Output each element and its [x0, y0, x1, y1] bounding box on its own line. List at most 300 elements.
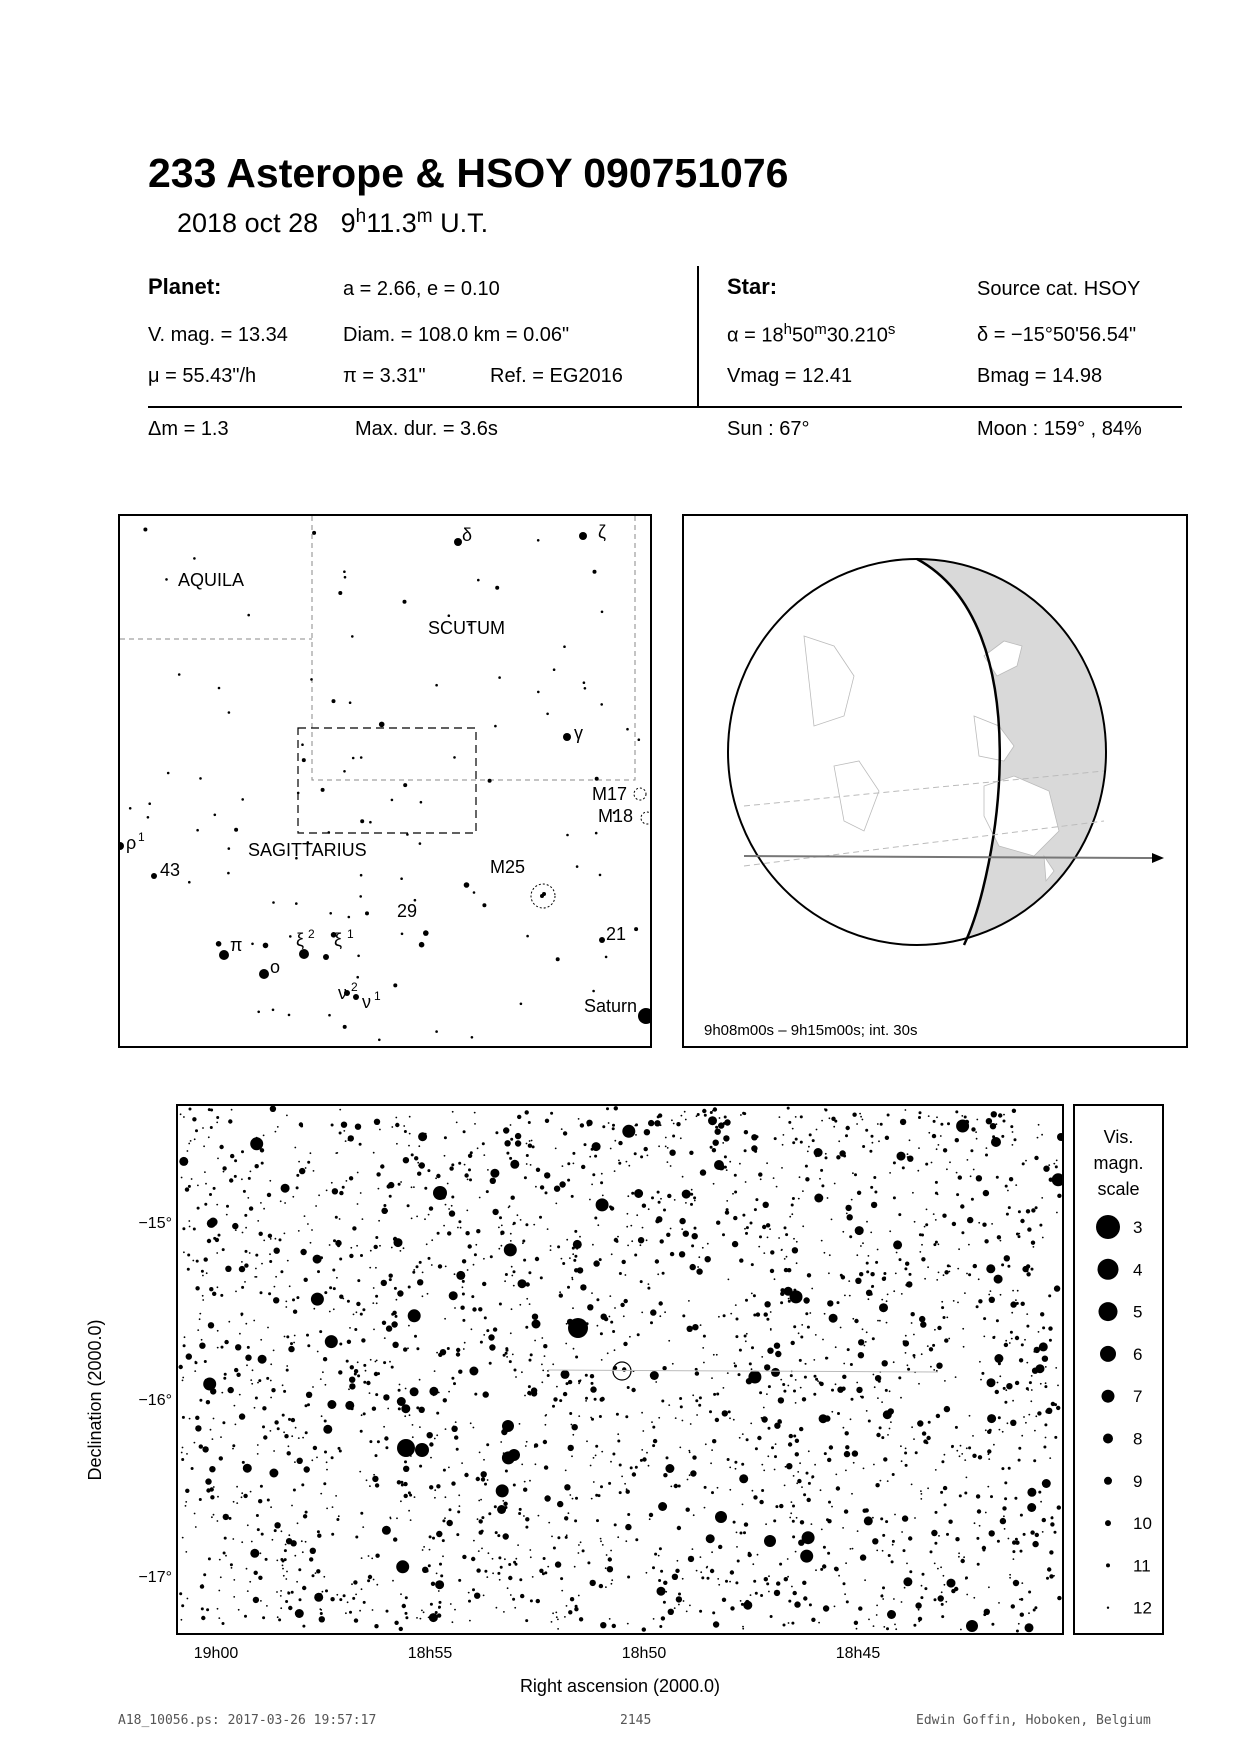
field-star: [1001, 1263, 1004, 1266]
field-star: [202, 1127, 204, 1129]
field-star: [464, 1342, 466, 1344]
field-star: [449, 1508, 452, 1511]
field-star: [788, 1121, 791, 1124]
field-star: [812, 1139, 815, 1142]
field-star: [802, 1225, 804, 1227]
field-star: [532, 1320, 541, 1329]
field-star: [473, 1540, 475, 1542]
field-star: [740, 1532, 743, 1535]
field-star: [260, 1339, 262, 1341]
field-star: [605, 1586, 607, 1588]
field-star: [479, 1197, 481, 1199]
field-star: [833, 1126, 835, 1128]
bright-field-star: [966, 1620, 978, 1632]
field-star: [429, 1613, 438, 1622]
field-star: [543, 1440, 547, 1444]
field-star: [845, 1205, 851, 1211]
field-star: [996, 1176, 999, 1179]
field-star: [481, 1548, 483, 1550]
field-star: [359, 1471, 361, 1473]
field-star: [827, 1458, 831, 1462]
field-star: [978, 1278, 980, 1280]
field-star: [935, 1241, 938, 1244]
asteroid-track: [548, 1370, 938, 1372]
field-star: [568, 1610, 572, 1614]
field-star: [591, 1292, 593, 1294]
field-star: [217, 1496, 219, 1498]
field-star: [801, 1324, 803, 1326]
field-star: [657, 1191, 660, 1194]
field-star: [383, 1426, 385, 1428]
field-star: [909, 1139, 911, 1141]
field-star: [1005, 1340, 1007, 1342]
field-star: [936, 1116, 938, 1118]
field-star: [742, 1112, 745, 1115]
field-star: [955, 1138, 959, 1142]
field-star: [662, 1366, 666, 1370]
field-star: [1012, 1109, 1016, 1113]
field-star: [827, 1552, 830, 1555]
field-star: [933, 1243, 936, 1246]
field-star: [938, 1535, 940, 1537]
field-star: [333, 1287, 336, 1290]
finder-star: [553, 668, 556, 671]
field-star: [365, 1370, 367, 1372]
field-star: [467, 1179, 469, 1181]
field-star: [894, 1514, 896, 1516]
field-star: [523, 1259, 526, 1262]
field-star: [617, 1536, 619, 1538]
field-star: [596, 1198, 609, 1211]
field-star: [302, 1437, 304, 1439]
field-star: [1020, 1598, 1023, 1601]
field-star: [275, 1131, 277, 1133]
field-star: [820, 1489, 822, 1491]
field-star: [270, 1363, 272, 1365]
field-star: [997, 1540, 1000, 1543]
field-star: [805, 1312, 808, 1315]
field-star: [202, 1275, 204, 1277]
field-star: [767, 1237, 769, 1239]
field-star: [302, 1586, 306, 1590]
field-star: [718, 1316, 720, 1318]
field-star: [874, 1191, 877, 1194]
field-star: [965, 1120, 969, 1124]
field-star: [746, 1226, 749, 1229]
field-star: [231, 1109, 233, 1111]
field-star: [568, 1445, 574, 1451]
field-star: [509, 1157, 512, 1160]
field-star: [287, 1451, 291, 1455]
field-star: [1004, 1401, 1007, 1404]
field-star: [470, 1422, 472, 1424]
field-star: [963, 1346, 965, 1348]
field-star: [1015, 1381, 1019, 1385]
field-star: [692, 1394, 694, 1396]
field-star: [486, 1576, 488, 1578]
field-star: [775, 1351, 781, 1357]
field-star: [941, 1615, 944, 1618]
field-star: [727, 1458, 730, 1461]
field-star: [1011, 1312, 1013, 1314]
field-star: [933, 1120, 936, 1123]
field-star: [735, 1304, 737, 1306]
finder-star: [584, 687, 587, 690]
field-star: [1018, 1459, 1021, 1462]
field-star: [260, 1600, 262, 1602]
field-star: [987, 1378, 996, 1387]
field-star: [213, 1187, 216, 1190]
field-star: [658, 1502, 667, 1511]
field-star: [967, 1159, 969, 1161]
field-star: [395, 1117, 397, 1119]
field-star: [642, 1627, 646, 1631]
field-star: [988, 1294, 990, 1296]
field-star: [997, 1235, 1001, 1239]
field-star: [744, 1335, 747, 1338]
label-m25: M25: [490, 857, 526, 877]
field-star: [589, 1156, 591, 1158]
field-star: [1054, 1285, 1060, 1291]
field-star: [717, 1487, 719, 1489]
field-star: [773, 1519, 776, 1522]
field-star: [445, 1496, 447, 1498]
field-star: [503, 1611, 505, 1613]
field-star: [224, 1537, 227, 1540]
field-star: [451, 1163, 454, 1166]
field-star: [195, 1526, 197, 1528]
bright-field-star: [397, 1439, 415, 1457]
field-star: [280, 1200, 282, 1202]
field-star: [430, 1457, 432, 1459]
field-star: [815, 1334, 817, 1336]
field-star: [913, 1334, 915, 1336]
field-star: [416, 1265, 419, 1268]
field-star: [475, 1244, 477, 1246]
field-star: [1048, 1294, 1051, 1297]
field-star: [228, 1321, 230, 1323]
field-star: [218, 1617, 220, 1619]
field-star: [578, 1595, 580, 1597]
field-star: [640, 1280, 643, 1283]
field-star: [963, 1556, 965, 1558]
field-star: [669, 1150, 675, 1156]
field-star: [350, 1247, 352, 1249]
field-star: [839, 1150, 845, 1156]
field-star: [672, 1363, 674, 1365]
field-star: [758, 1172, 762, 1176]
field-star: [396, 1143, 398, 1145]
field-star: [1011, 1604, 1015, 1608]
field-star: [779, 1563, 782, 1566]
field-star: [544, 1495, 550, 1501]
field-star: [592, 1173, 595, 1176]
field-star: [973, 1264, 977, 1268]
field-star: [529, 1303, 531, 1305]
field-star: [864, 1579, 866, 1581]
field-star: [286, 1335, 289, 1338]
field-star: [467, 1269, 469, 1271]
field-star: [658, 1555, 660, 1557]
field-star: [1048, 1164, 1050, 1166]
field-star: [671, 1119, 673, 1121]
field-star: [1023, 1533, 1026, 1536]
field-star: [195, 1129, 198, 1132]
field-star: [739, 1163, 741, 1165]
field-star: [750, 1423, 752, 1425]
field-star: [779, 1504, 783, 1508]
horizontal-divider: [148, 406, 1182, 408]
field-star: [311, 1459, 313, 1461]
field-star: [572, 1253, 574, 1255]
finder-star: [351, 635, 354, 638]
field-star: [578, 1552, 580, 1554]
field-star: [1015, 1538, 1018, 1541]
delta-magnitude: Δm = 1.3: [148, 418, 229, 440]
field-star: [512, 1354, 514, 1356]
field-star: [374, 1624, 378, 1628]
field-star: [834, 1567, 838, 1571]
field-star: [1026, 1313, 1028, 1315]
field-star: [270, 1430, 272, 1432]
field-star: [497, 1572, 500, 1575]
field-star: [857, 1191, 861, 1195]
field-star: [860, 1230, 863, 1233]
field-star: [464, 1164, 466, 1166]
field-star: [798, 1332, 800, 1334]
field-star: [688, 1450, 690, 1452]
field-star: [961, 1115, 963, 1117]
field-star: [710, 1569, 714, 1573]
field-star: [209, 1287, 213, 1291]
field-star: [623, 1315, 625, 1317]
field-star: [325, 1384, 327, 1386]
finder-star: [218, 687, 221, 690]
field-star: [1049, 1457, 1051, 1459]
field-star: [381, 1208, 387, 1214]
field-star: [944, 1270, 948, 1274]
field-star: [452, 1427, 456, 1431]
field-star: [902, 1166, 905, 1169]
field-star: [239, 1394, 241, 1396]
field-star: [823, 1605, 829, 1611]
field-star: [331, 1124, 334, 1127]
field-star: [593, 1457, 595, 1459]
field-star: [341, 1122, 347, 1128]
field-star: [634, 1125, 636, 1127]
field-star: [339, 1132, 342, 1135]
field-star: [876, 1605, 878, 1607]
field-star: [417, 1162, 419, 1164]
field-star: [946, 1168, 948, 1170]
field-star: [562, 1165, 564, 1167]
field-star: [957, 1302, 959, 1304]
field-star: [1004, 1255, 1010, 1261]
field-star: [852, 1318, 854, 1320]
field-star: [866, 1221, 868, 1223]
field-star: [928, 1421, 931, 1424]
field-star: [786, 1256, 788, 1258]
field-star: [619, 1464, 622, 1467]
star-label-xi1-index: 1: [347, 927, 354, 941]
field-star: [216, 1122, 218, 1124]
field-star: [529, 1359, 532, 1362]
field-star: [505, 1273, 508, 1276]
field-star: [246, 1568, 248, 1570]
field-star: [792, 1247, 798, 1253]
field-star: [1034, 1156, 1038, 1160]
field-star: [904, 1452, 907, 1455]
field-star: [780, 1379, 782, 1381]
field-star: [978, 1222, 980, 1224]
field-star: [887, 1114, 890, 1117]
field-star: [620, 1303, 624, 1307]
field-star: [531, 1387, 537, 1393]
field-star: [834, 1606, 836, 1608]
field-star: [621, 1476, 623, 1478]
field-star: [766, 1162, 768, 1164]
field-star: [244, 1281, 246, 1283]
field-star: [692, 1324, 698, 1330]
field-star: [1021, 1302, 1025, 1306]
field-star: [1037, 1137, 1039, 1139]
field-star: [683, 1231, 689, 1237]
field-star: [999, 1281, 1001, 1283]
field-star: [699, 1610, 702, 1613]
field-star: [298, 1568, 301, 1571]
field-star: [202, 1295, 204, 1297]
field-star: [983, 1317, 986, 1320]
field-star: [1029, 1381, 1032, 1384]
field-star: [778, 1397, 784, 1403]
field-star: [348, 1139, 350, 1141]
field-star: [561, 1128, 563, 1130]
field-star: [445, 1266, 447, 1268]
finder-star: [592, 990, 595, 993]
field-star: [194, 1513, 196, 1515]
field-star: [357, 1203, 359, 1205]
field-star: [389, 1195, 392, 1198]
field-star: [859, 1272, 863, 1276]
field-star: [514, 1607, 516, 1609]
legend-dot: [1102, 1390, 1115, 1403]
field-star: [297, 1458, 303, 1464]
field-star: [961, 1453, 963, 1455]
field-star: [909, 1273, 912, 1276]
legend-dot: [1096, 1215, 1120, 1239]
field-star: [911, 1426, 913, 1428]
field-star: [529, 1549, 531, 1551]
field-star: [1024, 1339, 1026, 1341]
field-star: [921, 1493, 923, 1495]
field-star: [223, 1377, 226, 1380]
finder-chart: [118, 514, 652, 1048]
field-star: [312, 1386, 314, 1388]
field-star: [333, 1239, 336, 1242]
field-star: [652, 1444, 655, 1447]
field-star: [355, 1594, 357, 1596]
field-star: [397, 1480, 401, 1484]
field-star: [474, 1393, 477, 1396]
field-star: [786, 1463, 792, 1469]
field-star: [700, 1571, 702, 1573]
field-star: [881, 1594, 883, 1596]
field-star: [363, 1381, 366, 1384]
field-star: [835, 1383, 837, 1385]
field-star: [1039, 1224, 1042, 1227]
field-star: [271, 1388, 275, 1392]
field-star: [386, 1325, 392, 1331]
field-star: [690, 1470, 696, 1476]
field-star: [730, 1313, 732, 1315]
field-star: [277, 1616, 279, 1618]
field-star: [339, 1109, 341, 1111]
field-star: [487, 1479, 489, 1481]
field-star: [988, 1458, 990, 1460]
field-star: [811, 1475, 814, 1478]
field-star: [647, 1287, 650, 1290]
field-star: [457, 1227, 459, 1229]
field-star: [417, 1172, 421, 1176]
field-star: [927, 1266, 929, 1268]
field-star: [1044, 1423, 1047, 1426]
finder-star: [357, 955, 360, 958]
field-star: [989, 1530, 995, 1536]
field-star: [1003, 1387, 1006, 1390]
field-star: [774, 1278, 776, 1280]
field-star: [1018, 1233, 1020, 1235]
field-star: [872, 1517, 874, 1519]
field-star: [438, 1607, 440, 1609]
legend-title-line: Vis.: [1103, 1127, 1134, 1147]
field-star: [925, 1441, 928, 1444]
field-star: [409, 1414, 411, 1416]
field-star: [932, 1134, 936, 1138]
field-star: [443, 1225, 445, 1227]
field-star: [973, 1597, 975, 1599]
field-star: [362, 1526, 364, 1528]
field-star: [715, 1418, 719, 1422]
field-star: [958, 1552, 960, 1554]
field-star: [1039, 1342, 1048, 1351]
field-star: [907, 1153, 909, 1155]
field-star: [824, 1452, 827, 1455]
field-star: [729, 1581, 731, 1583]
field-star: [437, 1232, 440, 1235]
field-star: [572, 1279, 574, 1281]
field-star: [392, 1342, 398, 1348]
finder-star: [353, 994, 359, 1000]
field-star: [788, 1600, 791, 1603]
star-label-zeta: ζ: [598, 522, 606, 542]
field-star: [799, 1462, 801, 1464]
field-star: [795, 1138, 798, 1141]
field-star: [428, 1257, 431, 1260]
field-star: [637, 1333, 640, 1336]
field-star: [600, 1181, 603, 1184]
field-star: [350, 1365, 354, 1369]
field-star: [285, 1306, 287, 1308]
field-star: [468, 1244, 472, 1248]
finder-star: [403, 600, 407, 604]
field-star: [426, 1243, 428, 1245]
field-star: [739, 1437, 741, 1439]
field-star: [599, 1258, 602, 1261]
field-star: [819, 1178, 821, 1180]
field-star: [369, 1485, 371, 1487]
field-star: [791, 1586, 793, 1588]
field-star: [885, 1389, 888, 1392]
